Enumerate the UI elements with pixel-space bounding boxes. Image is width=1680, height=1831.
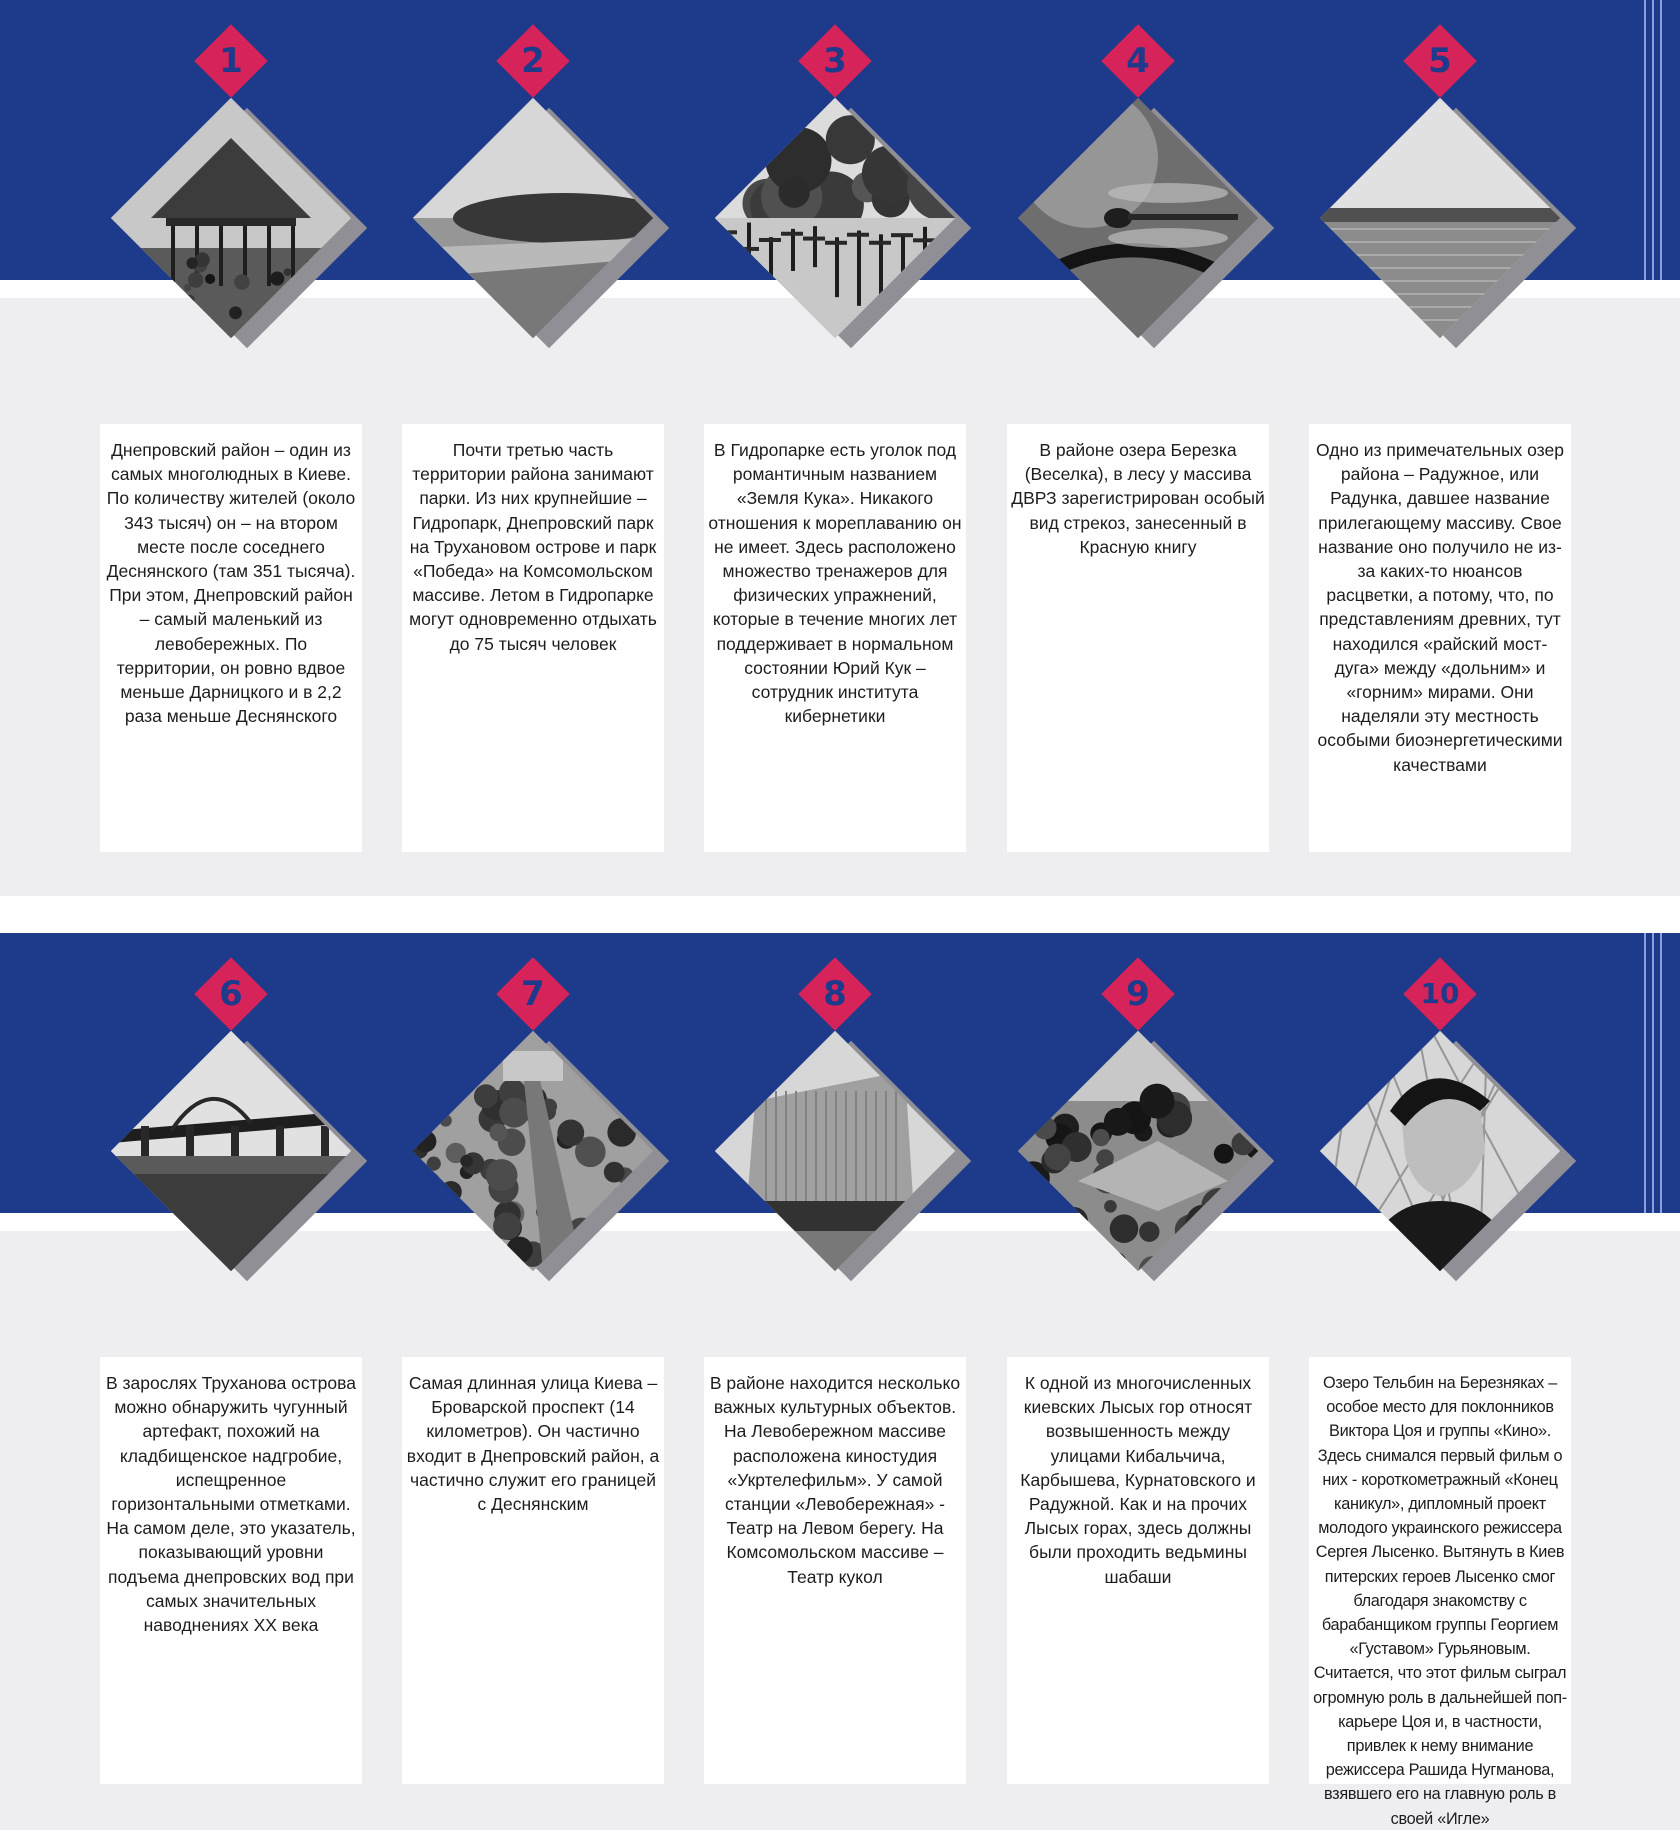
item-number: 7 — [521, 974, 545, 1014]
item-number: 4 — [1126, 41, 1150, 81]
fact-text-2: Почти третью часть территории района занимают парки. Из них крупнейшие – Гидропарк, Днепровский парк на Трухановом острове и парк «Победа» на Комсомольском массиве. Летом в Гидропарке могут одновременно отдыхать до 75 тысяч человек — [402, 424, 664, 852]
item-number: 10 — [1420, 977, 1460, 1010]
fact-text-3: В Гидропарке есть уголок под романтичным названием «Земля Кука». Никакого отношения к мореплаванию он не имеет. Здесь расположено множество тренажеров для физических упражнений, которые в течение многих лет поддерживает в нормальном состоянии Юрий Кук – сотрудник института кибернетики — [704, 424, 966, 852]
item-number: 1 — [219, 41, 243, 81]
item-number: 9 — [1126, 974, 1150, 1014]
fact-text-1: Днепровский район – один из самых многолюдных в Киеве. По количеству жителей (около 343 тысяч) он – на втором месте после соседнего Деснянского (там 351 тысяча). При этом, Днепровский район – самый маленький из левобережных. По территории, он ровно вдвое меньше Дарницкого и в 2,2 раза меньше Деснянского — [100, 424, 362, 852]
fact-text-9: К одной из многочисленных киевских Лысых гор относят возвышенность между улицами Кибальчича, Карбышева, Курнатовского и Радужной. Как и на прочих Лысых горах, здесь должны были проходить ведьмины шабаши — [1007, 1357, 1269, 1784]
fact-text-8: В районе находится несколько важных культурных объектов. На Левобережном массиве расположена киностудия «Укртелефильм». У самой станции «Левобережная» - Театр на Левом берегу. На Комсомольском массиве – Театр кукол — [704, 1357, 966, 1784]
fact-text-10: Озеро Тельбин на Березняках – особое место для поклонников Виктора Цоя и группы «Кино». Здесь снимался первый фильм о них - короткометражный «Конец каникул», дипломный проект молодого украинского режиссера Сергея Лысенко. Вытянуть в Киев питерских героев Лысенко смог благодаря знакомству с барабанщиком группы Георгием «Густавом» Гурьяновым. Считается, что этот фильм сыграл огромную роль в дальнейшей поп-карьере Цоя и, в частности, привлек к нему внимание режиссера Рашида Нугманова, взявшего его на главную роль в своей «Игле» — [1309, 1357, 1571, 1784]
decorative-lines-bottom — [1640, 933, 1680, 1213]
fact-text-4: В районе озера Березка (Веселка), в лесу у массива ДВРЗ зарегистрирован особый вид стрекоз, занесенный в Красную книгу — [1007, 424, 1269, 852]
decorative-lines-top — [1640, 0, 1680, 280]
item-number: 2 — [521, 41, 545, 81]
fact-text-7: Самая длинная улица Киева – Броварской проспект (14 километров). Он частично входит в Днепровский район, а частично служит его границей с Деснянским — [402, 1357, 664, 1784]
item-number: 8 — [823, 974, 847, 1014]
item-number: 6 — [219, 974, 243, 1014]
fact-text-5: Одно из примечательных озер района – Радужное, или Радунка, давшее название прилегающему массиву. Свое название оно получило не из-за каких-то нюансов расцветки, а потому, что, по представлениям древних, тут находился «райский мост-дуга» между «дольним» и «горним» мирами. Они наделяли эту местность особыми биоэнергетическими качествами — [1309, 424, 1571, 852]
item-number: 3 — [823, 41, 847, 81]
item-number: 5 — [1428, 41, 1452, 81]
fact-text-6: В зарослях Труханова острова можно обнаружить чугунный артефакт, похожий на кладбищенское надгробие, испещренное горизонтальными отметками. На самом деле, это указатель, показывающий уровни подъема днепровских вод при самых значительных наводнениях XX века — [100, 1357, 362, 1784]
